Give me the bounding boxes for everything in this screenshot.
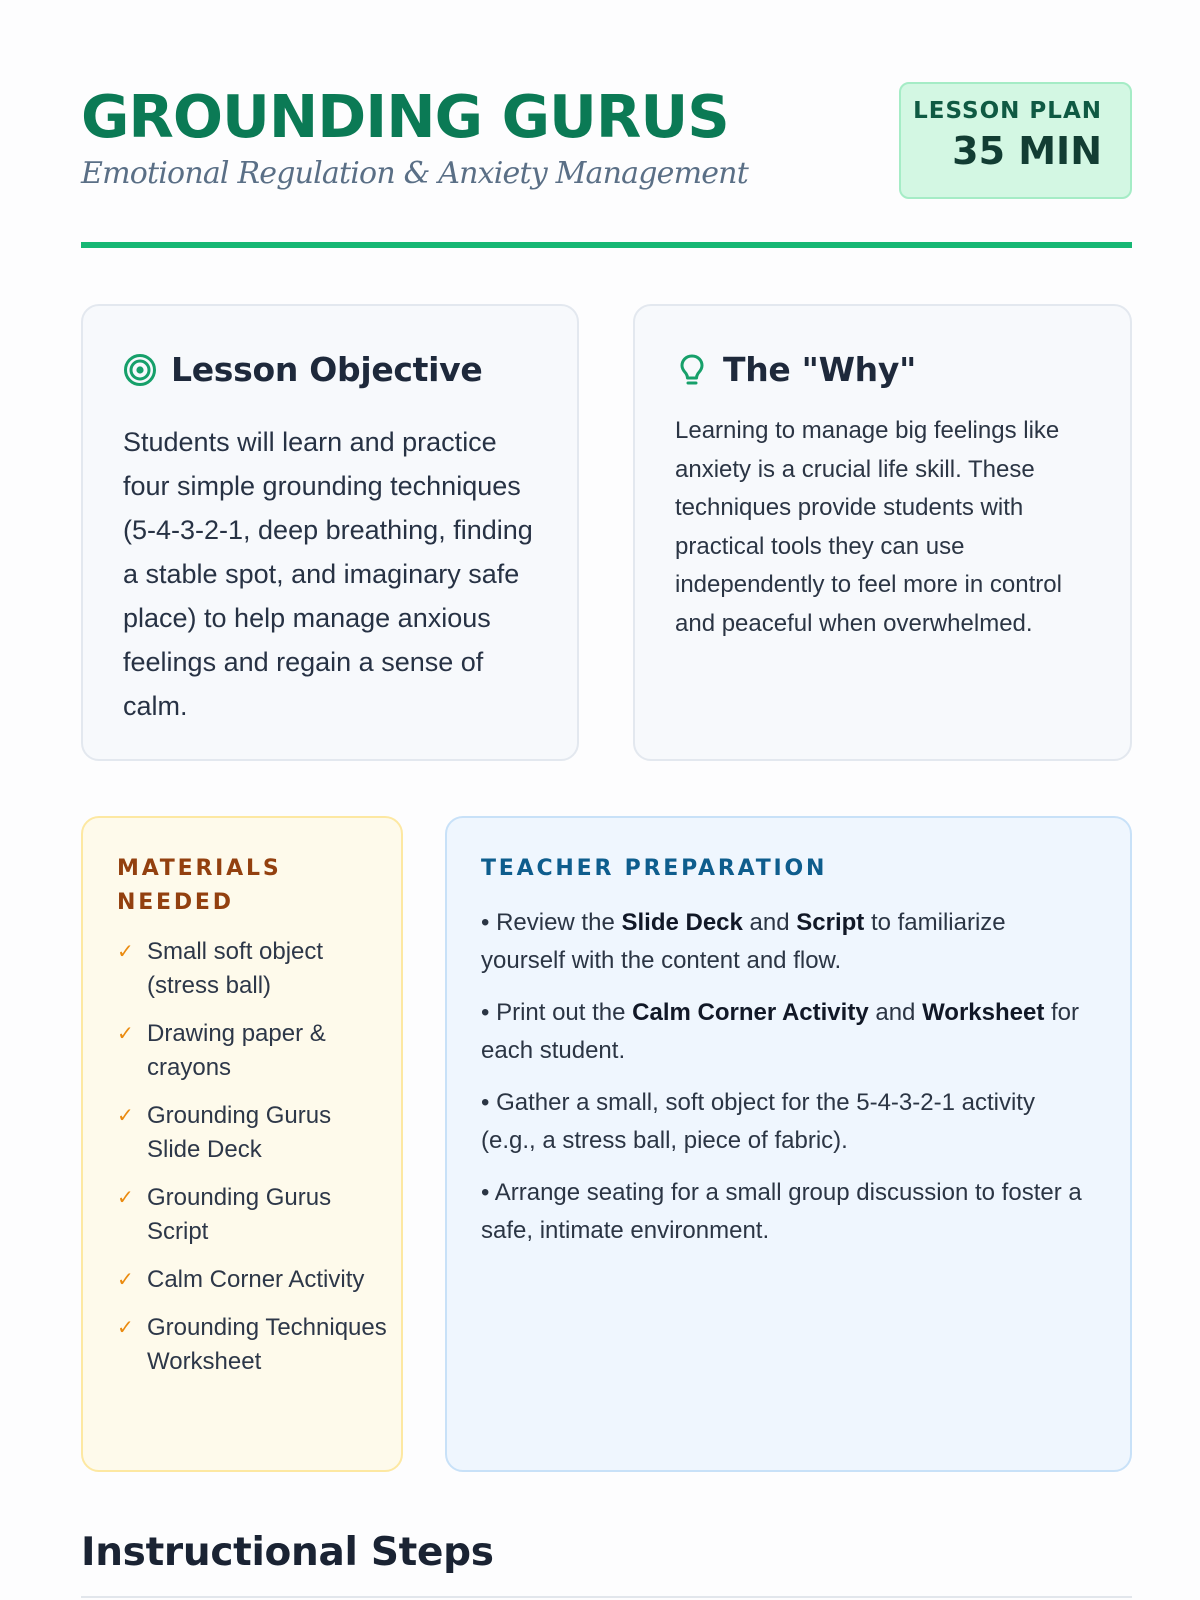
- list-item: [117, 935, 387, 1003]
- check-icon: ✓: [117, 1187, 134, 1209]
- list-item: [117, 1017, 387, 1085]
- teacher-preparation-title: TEACHER PREPARATION: [481, 856, 828, 881]
- lesson-objective-card: [81, 304, 579, 761]
- list-item: [117, 1263, 387, 1297]
- badge-duration: 35 MIN: [952, 129, 1102, 173]
- list-item: [117, 1099, 387, 1167]
- check-icon: ✓: [117, 1105, 134, 1127]
- material-label: Grounding Gurus Script: [147, 1184, 332, 1245]
- header-divider: [81, 242, 1132, 248]
- list-item: • Arrange seating for a small group discussion to foster a safe, intimate environment.: [481, 1179, 1082, 1244]
- why-text: Learning to manage big feelings like anxiety is a crucial life skill. These techniques provide students with practical tools they can use independently to feel more in control and peaceful when overwhelmed.: [675, 417, 1062, 637]
- teacher-preparation-list: [481, 904, 1091, 1264]
- check-icon: ✓: [117, 941, 134, 963]
- lesson-objective-heading: [123, 350, 482, 389]
- why-heading: [675, 350, 916, 389]
- why-card: [633, 304, 1132, 761]
- check-icon: ✓: [117, 1317, 134, 1339]
- lesson-objective-title: Lesson Objective: [171, 350, 483, 389]
- list-item: [117, 1181, 387, 1249]
- list-item: • Print out the Calm Corner Activity and Worksheet for each student.: [481, 999, 1080, 1064]
- check-icon: ✓: [117, 1023, 134, 1045]
- badge-label: LESSON PLAN: [913, 98, 1102, 124]
- list-item: [117, 1311, 387, 1379]
- material-label: Grounding Gurus Slide Deck: [147, 1102, 332, 1163]
- lesson-plan-page: [81, 0, 1132, 1600]
- page-title: GROUNDING GURUS: [81, 82, 729, 151]
- lesson-objective-text: Students will learn and practice four simple grounding techniques (5-4-3-2-1, deep breathing, finding a stable spot, and imaginary safe place) to help manage anxious feelings and regain a sense of calm.: [123, 427, 533, 721]
- instructional-steps-title: Instructional Steps: [81, 1530, 494, 1575]
- target-icon: [123, 353, 157, 387]
- check-icon: ✓: [117, 1269, 134, 1291]
- lightbulb-icon: [675, 353, 709, 387]
- emphasis-text: Slide Deck: [621, 909, 743, 936]
- emphasis-text: Worksheet: [922, 999, 1045, 1026]
- emphasis-text: Calm Corner Activity: [632, 999, 869, 1026]
- material-label: Calm Corner Activity: [147, 1266, 365, 1293]
- material-label: Small soft object (stress ball): [147, 938, 324, 999]
- page-subtitle: Emotional Regulation & Anxiety Management: [81, 156, 748, 191]
- list-item: • Gather a small, soft object for the 5-4-3-2-1 activity (e.g., a stress ball, piece of fabric).: [481, 1089, 1035, 1154]
- section-divider: [81, 1596, 1132, 1598]
- materials-list: [117, 935, 387, 1393]
- teacher-preparation-card: [445, 816, 1132, 1472]
- emphasis-text: Script: [796, 909, 865, 936]
- list-item: • Review the Slide Deck and Script to familiarize yourself with the content and flow.: [481, 909, 1006, 974]
- why-title: The "Why": [723, 350, 916, 389]
- duration-badge: [899, 82, 1132, 199]
- material-label: Drawing paper & crayons: [147, 1020, 326, 1081]
- material-label: Grounding Techniques Worksheet: [147, 1314, 387, 1375]
- materials-title: MATERIALS NEEDED: [117, 856, 282, 915]
- header: [81, 82, 1132, 202]
- materials-card: [81, 816, 403, 1472]
